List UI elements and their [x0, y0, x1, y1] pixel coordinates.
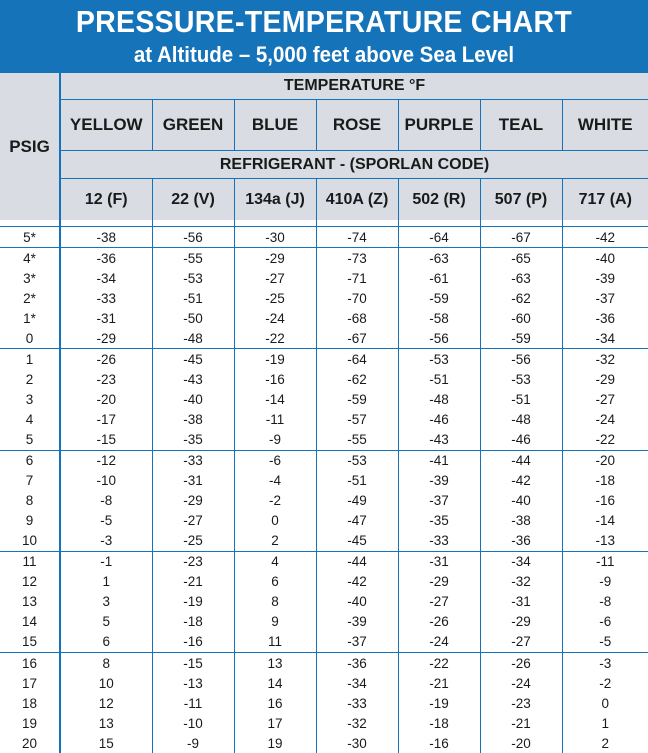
temperature-cell: -15 — [152, 652, 234, 673]
temperature-cell: 11 — [234, 632, 316, 653]
temperature-cell: -18 — [152, 612, 234, 632]
temperature-cell: -16 — [562, 491, 648, 511]
temperature-cell: -31 — [480, 592, 562, 612]
temperature-cell: -2 — [234, 491, 316, 511]
code-header-134aj: 134a (J) — [234, 179, 316, 221]
temperature-cell: -62 — [480, 288, 562, 308]
temperature-cell: -29 — [234, 248, 316, 269]
psig-cell: 11 — [0, 551, 60, 572]
temperature-cell: 9 — [234, 612, 316, 632]
table-row — [0, 531, 648, 552]
temperature-cell: -42 — [480, 471, 562, 491]
color-header-purple: PURPLE — [398, 100, 480, 151]
temperature-cell: -3 — [60, 531, 152, 552]
temperature-cell: -14 — [562, 511, 648, 531]
temperature-cell: -35 — [152, 429, 234, 450]
temperature-cell: -31 — [398, 551, 480, 572]
temperature-cell: -10 — [152, 713, 234, 733]
temperature-cell: 3 — [60, 592, 152, 612]
psig-cell: 13 — [0, 592, 60, 612]
psig-cell: 15 — [0, 632, 60, 653]
temperature-cell: -12 — [60, 450, 152, 471]
temperature-cell: -51 — [152, 288, 234, 308]
temperature-cell: -16 — [234, 369, 316, 389]
table-row — [0, 652, 648, 673]
temperature-cell: -33 — [60, 288, 152, 308]
temperature-cell: -17 — [60, 409, 152, 429]
temperature-cell: -29 — [398, 572, 480, 592]
temperature-cell: -27 — [152, 511, 234, 531]
temperature-cell: -38 — [60, 227, 152, 248]
temperature-cell: -23 — [152, 551, 234, 572]
temperature-cell: -29 — [562, 369, 648, 389]
table-row — [0, 632, 648, 653]
temperature-cell: -57 — [316, 409, 398, 429]
temperature-cell: -56 — [480, 349, 562, 370]
temperature-cell: -43 — [398, 429, 480, 450]
temperature-cell: -32 — [480, 572, 562, 592]
temperature-cell: -36 — [562, 308, 648, 328]
temperature-cell: -31 — [60, 308, 152, 328]
temperature-cell: -19 — [152, 592, 234, 612]
temperature-cell: 2 — [234, 531, 316, 552]
temperature-cell: -33 — [398, 531, 480, 552]
temperature-cell: -26 — [480, 652, 562, 673]
temperature-cell: 1 — [60, 572, 152, 592]
temperature-cell: -22 — [398, 652, 480, 673]
psig-cell: 6 — [0, 450, 60, 471]
psig-cell: 7 — [0, 471, 60, 491]
temperature-cell: -24 — [480, 673, 562, 693]
temperature-cell: -36 — [60, 248, 152, 269]
psig-cell: 8 — [0, 491, 60, 511]
temperature-cell: -39 — [316, 612, 398, 632]
psig-cell: 18 — [0, 693, 60, 713]
temperature-cell: -8 — [562, 592, 648, 612]
psig-cell: 5 — [0, 429, 60, 450]
temperature-cell: -24 — [234, 308, 316, 328]
temperature-cell: -5 — [562, 632, 648, 653]
table-row — [0, 429, 648, 450]
temperature-cell: -34 — [60, 268, 152, 288]
temperature-cell: -40 — [316, 592, 398, 612]
temperature-cell: 6 — [234, 572, 316, 592]
temperature-cell: -23 — [60, 369, 152, 389]
temperature-cell: 8 — [234, 592, 316, 612]
temperature-cell: -59 — [480, 328, 562, 349]
temperature-cell: -33 — [316, 693, 398, 713]
temperature-cell: 8 — [60, 652, 152, 673]
temperature-cell: -45 — [316, 531, 398, 552]
temperature-cell: -42 — [316, 572, 398, 592]
temperature-cell: -8 — [60, 491, 152, 511]
temperature-cell: -30 — [316, 733, 398, 753]
temperature-cell: -23 — [480, 693, 562, 713]
temperature-cell: 0 — [234, 511, 316, 531]
psig-cell: 2* — [0, 288, 60, 308]
temperature-cell: -63 — [398, 248, 480, 269]
table-row — [0, 288, 648, 308]
temperature-cell: -60 — [480, 308, 562, 328]
refrigerant-header: REFRIGERANT - (SPORLAN CODE) — [60, 151, 648, 179]
temperature-cell: -50 — [152, 308, 234, 328]
temperature-cell: -6 — [562, 612, 648, 632]
temperature-cell: -26 — [60, 349, 152, 370]
temperature-cell: -63 — [480, 268, 562, 288]
table-row — [0, 389, 648, 409]
psig-cell: 3 — [0, 389, 60, 409]
temperature-cell: -22 — [562, 429, 648, 450]
temperature-cell: -48 — [152, 328, 234, 349]
temperature-cell: -24 — [398, 632, 480, 653]
temperature-cell: -46 — [398, 409, 480, 429]
code-header-410az: 410A (Z) — [316, 179, 398, 221]
color-header-green: GREEN — [152, 100, 234, 151]
temperature-cell: -40 — [562, 248, 648, 269]
code-header-12f: 12 (F) — [60, 179, 152, 221]
temperature-cell: -34 — [316, 673, 398, 693]
temperature-cell: -47 — [316, 511, 398, 531]
table-row — [0, 491, 648, 511]
temperature-cell: -29 — [60, 328, 152, 349]
temperature-cell: -55 — [152, 248, 234, 269]
temperature-cell: -3 — [562, 652, 648, 673]
temperature-cell: -71 — [316, 268, 398, 288]
temperature-cell: -51 — [480, 389, 562, 409]
temperature-cell: -37 — [316, 632, 398, 653]
temperature-cell: -10 — [60, 471, 152, 491]
temperature-cell: -30 — [234, 227, 316, 248]
temperature-cell: -43 — [152, 369, 234, 389]
temperature-cell: -64 — [398, 227, 480, 248]
temperature-cell: -9 — [152, 733, 234, 753]
temperature-cell: 19 — [234, 733, 316, 753]
temperature-cell: -56 — [152, 227, 234, 248]
table-row — [0, 471, 648, 491]
psig-cell: 9 — [0, 511, 60, 531]
psig-cell: 14 — [0, 612, 60, 632]
temperature-cell: 15 — [60, 733, 152, 753]
temperature-cell: -31 — [152, 471, 234, 491]
temperature-cell: 13 — [234, 652, 316, 673]
temperature-cell: -55 — [316, 429, 398, 450]
temperature-cell: -51 — [398, 369, 480, 389]
temperature-cell: -25 — [152, 531, 234, 552]
temperature-cell: -39 — [562, 268, 648, 288]
temperature-cell: -9 — [562, 572, 648, 592]
temperature-cell: -20 — [60, 389, 152, 409]
temperature-cell: -46 — [480, 429, 562, 450]
temperature-cell: -64 — [316, 349, 398, 370]
temperature-cell: -35 — [398, 511, 480, 531]
color-header-blue: BLUE — [234, 100, 316, 151]
temperature-cell: -48 — [480, 409, 562, 429]
temperature-cell: -62 — [316, 369, 398, 389]
temperature-cell: -13 — [152, 673, 234, 693]
code-header-22v: 22 (V) — [152, 179, 234, 221]
temperature-cell: -58 — [398, 308, 480, 328]
color-header-white: WHITE — [562, 100, 648, 151]
temperature-cell: -40 — [480, 491, 562, 511]
temperature-cell: -15 — [60, 429, 152, 450]
temperature-cell: -11 — [234, 409, 316, 429]
temperature-cell: -34 — [562, 328, 648, 349]
table-row — [0, 511, 648, 531]
psig-header: PSIG — [0, 73, 60, 220]
table-row — [0, 450, 648, 471]
temperature-cell: -70 — [316, 288, 398, 308]
temperature-cell: 10 — [60, 673, 152, 693]
table-row — [0, 268, 648, 288]
temperature-cell: -34 — [480, 551, 562, 572]
temperature-cell: 0 — [562, 693, 648, 713]
table-row — [0, 592, 648, 612]
temperature-cell: -19 — [234, 349, 316, 370]
temperature-cell: -27 — [480, 632, 562, 653]
temperature-cell: -19 — [398, 693, 480, 713]
psig-cell: 2 — [0, 369, 60, 389]
table-row — [0, 328, 648, 349]
temperature-cell: -2 — [562, 673, 648, 693]
psig-cell: 4 — [0, 409, 60, 429]
temperature-cell: -18 — [398, 713, 480, 733]
table-row — [0, 693, 648, 713]
temperature-cell: -21 — [398, 673, 480, 693]
temperature-cell: -20 — [480, 733, 562, 753]
color-header-yellow: YELLOW — [60, 100, 152, 151]
temperature-cell: -48 — [398, 389, 480, 409]
temperature-cell: -59 — [398, 288, 480, 308]
temperature-cell: -38 — [152, 409, 234, 429]
temperature-cell: -37 — [562, 288, 648, 308]
temperature-cell: -56 — [398, 328, 480, 349]
psig-cell: 12 — [0, 572, 60, 592]
pressure-temperature-table — [0, 73, 648, 753]
temperature-cell: -68 — [316, 308, 398, 328]
temperature-cell: -26 — [398, 612, 480, 632]
chart-subtitle: at Altitude – 5,000 feet above Sea Level — [23, 42, 626, 68]
psig-cell: 19 — [0, 713, 60, 733]
temperature-cell: 4 — [234, 551, 316, 572]
table-row — [0, 713, 648, 733]
temperature-cell: -33 — [152, 450, 234, 471]
table-row — [0, 409, 648, 429]
temperature-cell: -51 — [316, 471, 398, 491]
temperature-cell: -20 — [562, 450, 648, 471]
temperature-cell: -74 — [316, 227, 398, 248]
psig-cell: 4* — [0, 248, 60, 269]
temperature-cell: -45 — [152, 349, 234, 370]
table-row — [0, 572, 648, 592]
temperature-cell: -25 — [234, 288, 316, 308]
temperature-cell: 1 — [562, 713, 648, 733]
temperature-cell: 17 — [234, 713, 316, 733]
temperature-cell: -53 — [480, 369, 562, 389]
temperature-cell: -1 — [60, 551, 152, 572]
psig-cell: 10 — [0, 531, 60, 552]
code-header-717a: 717 (A) — [562, 179, 648, 221]
temperature-cell: 12 — [60, 693, 152, 713]
temperature-cell: -39 — [398, 471, 480, 491]
temperature-cell: -53 — [152, 268, 234, 288]
temperature-cell: -53 — [398, 349, 480, 370]
psig-cell: 0 — [0, 328, 60, 349]
table-row — [0, 308, 648, 328]
temperature-cell: -14 — [234, 389, 316, 409]
temperature-cell: 2 — [562, 733, 648, 753]
temperature-cell: -61 — [398, 268, 480, 288]
temperature-cell: -16 — [152, 632, 234, 653]
table-row — [0, 369, 648, 389]
code-header-507p: 507 (P) — [480, 179, 562, 221]
code-header-502r: 502 (R) — [398, 179, 480, 221]
temperature-header: TEMPERATURE °F — [60, 73, 648, 100]
temperature-cell: -32 — [316, 713, 398, 733]
table-row — [0, 349, 648, 370]
temperature-cell: -38 — [480, 511, 562, 531]
psig-cell: 17 — [0, 673, 60, 693]
temperature-cell: -11 — [152, 693, 234, 713]
psig-cell: 16 — [0, 652, 60, 673]
temperature-cell: -29 — [152, 491, 234, 511]
temperature-cell: -16 — [398, 733, 480, 753]
temperature-cell: -6 — [234, 450, 316, 471]
temperature-cell: -27 — [398, 592, 480, 612]
temperature-cell: -44 — [480, 450, 562, 471]
table-row — [0, 227, 648, 248]
temperature-cell: -5 — [60, 511, 152, 531]
temperature-cell: -29 — [480, 612, 562, 632]
temperature-cell: -36 — [316, 652, 398, 673]
psig-cell: 1 — [0, 349, 60, 370]
temperature-cell: -9 — [234, 429, 316, 450]
temperature-cell: 14 — [234, 673, 316, 693]
temperature-cell: -13 — [562, 531, 648, 552]
temperature-cell: -22 — [234, 328, 316, 349]
table-body — [0, 227, 648, 753]
temperature-cell: -4 — [234, 471, 316, 491]
temperature-cell: -11 — [562, 551, 648, 572]
temperature-cell: -40 — [152, 389, 234, 409]
psig-cell: 3* — [0, 268, 60, 288]
table-row — [0, 551, 648, 572]
table-row — [0, 733, 648, 753]
color-header-rose: ROSE — [316, 100, 398, 151]
temperature-cell: -41 — [398, 450, 480, 471]
table-row — [0, 248, 648, 269]
temperature-cell: -27 — [562, 389, 648, 409]
temperature-cell: 16 — [234, 693, 316, 713]
temperature-cell: -65 — [480, 248, 562, 269]
temperature-cell: -24 — [562, 409, 648, 429]
chart-banner — [0, 0, 648, 73]
temperature-cell: 5 — [60, 612, 152, 632]
temperature-cell: -49 — [316, 491, 398, 511]
temperature-cell: -42 — [562, 227, 648, 248]
table-row — [0, 673, 648, 693]
temperature-cell: -21 — [152, 572, 234, 592]
temperature-cell: -27 — [234, 268, 316, 288]
temperature-cell: -21 — [480, 713, 562, 733]
temperature-cell: -67 — [480, 227, 562, 248]
table-row — [0, 612, 648, 632]
temperature-cell: -37 — [398, 491, 480, 511]
psig-cell: 20 — [0, 733, 60, 753]
temperature-cell: -59 — [316, 389, 398, 409]
chart-title: PRESSURE-TEMPERATURE CHART — [26, 4, 622, 40]
temperature-cell: -44 — [316, 551, 398, 572]
temperature-cell: 6 — [60, 632, 152, 653]
psig-cell: 1* — [0, 308, 60, 328]
temperature-cell: -32 — [562, 349, 648, 370]
temperature-cell: -36 — [480, 531, 562, 552]
temperature-cell: -18 — [562, 471, 648, 491]
psig-cell: 5* — [0, 227, 60, 248]
temperature-cell: -73 — [316, 248, 398, 269]
temperature-cell: 13 — [60, 713, 152, 733]
color-header-teal: TEAL — [480, 100, 562, 151]
temperature-cell: -67 — [316, 328, 398, 349]
temperature-cell: -53 — [316, 450, 398, 471]
